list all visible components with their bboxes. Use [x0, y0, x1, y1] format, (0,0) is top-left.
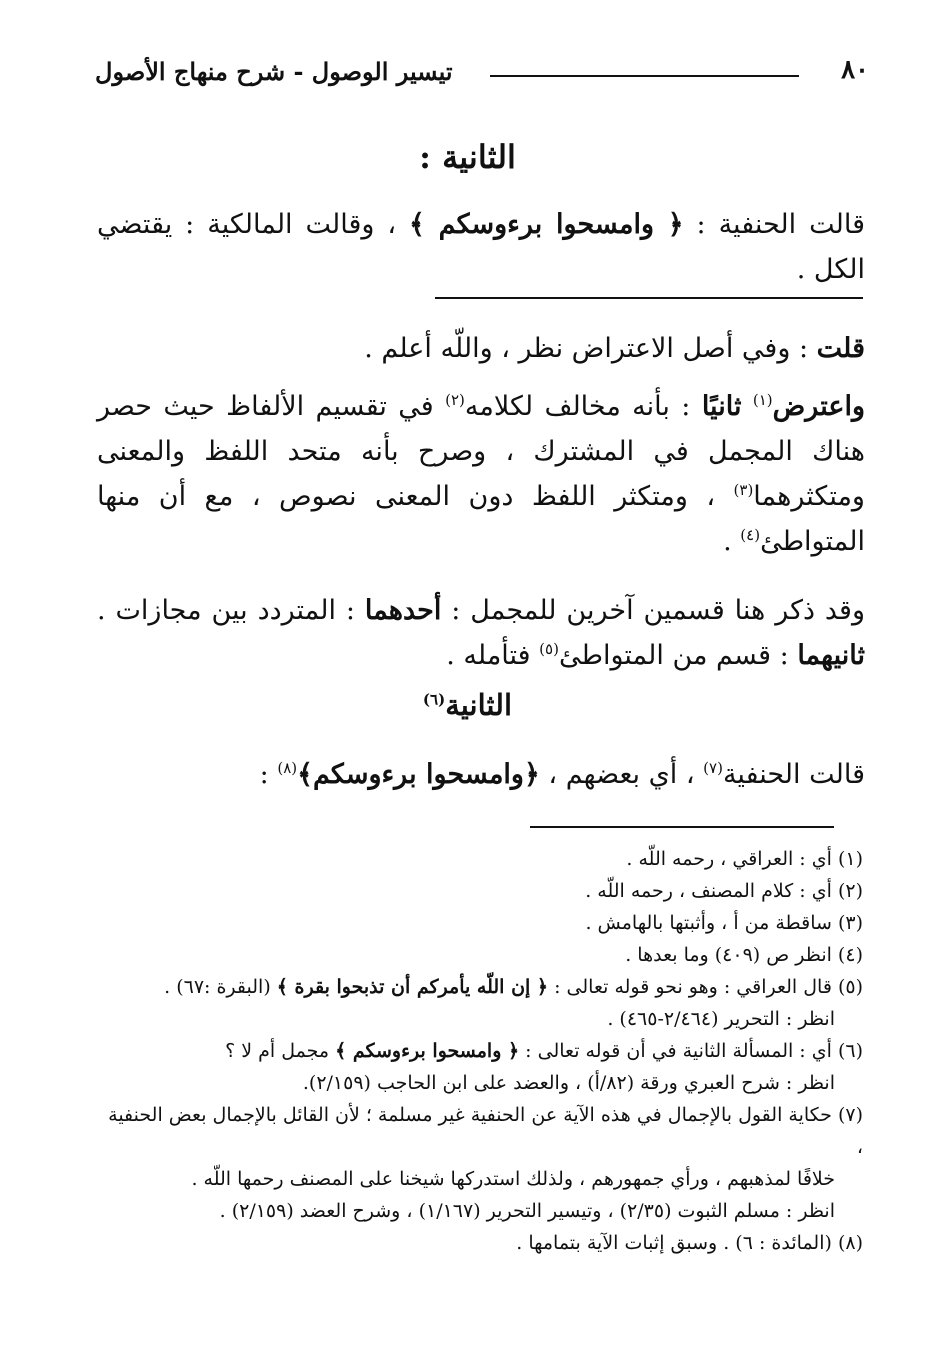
header-rule [490, 75, 799, 77]
footnote-ref: (١) [752, 391, 773, 409]
text-run: ، ومتكثر اللفظ دون المعنى نصوص ، مع أن منها المتواطئ [97, 481, 865, 557]
footnote-5 [100, 971, 863, 1003]
text-run: فتأمله . [446, 640, 531, 671]
lead-word: قلت [816, 333, 865, 364]
text-run: . [723, 526, 732, 557]
heading-text: الثانية [445, 688, 513, 722]
quran-verse: ﴿وامسحوا برءوسكم﴾ [297, 759, 540, 790]
paragraph-hanafi-maliki [97, 202, 865, 292]
quran-verse: ﴿ وامسحوا برءوسكم ﴾ [335, 1040, 520, 1062]
text-run: : بأنه مخالف لكلامه [464, 391, 691, 422]
running-header [95, 55, 869, 95]
quran-verse: ﴿ إن اللّه يأمركم أن تذبحوا بقرة ﴾ [276, 976, 549, 998]
paragraph-hanafi-some [97, 752, 865, 797]
lead-word: ثانيهما [797, 640, 865, 671]
text-run: : [259, 759, 269, 790]
footnote-ref: (٥) [539, 640, 559, 658]
book-title: تيسير الوصول - شرح منهاج الأصول [95, 57, 453, 86]
footnote-separator [530, 826, 834, 828]
section-heading-2 [0, 688, 935, 722]
paragraph-objection [97, 384, 865, 564]
text-run: مجمل أم لا ؟ [225, 1040, 330, 1062]
footnote-ref: (٤) [740, 526, 761, 544]
section-heading: الثانية : [419, 138, 516, 176]
footnote-6-ref: انظر : شرح العبري ورقة (٨٢/أ) ، والعضد على ابن الحاجب (٢/١٥٩). [302, 1072, 835, 1094]
text-run: قالت الحنفية [722, 759, 865, 790]
text-run: وقد ذكر هنا قسمين آخرين للمجمل : [451, 595, 865, 626]
footnote-7: (٧) حكاية القول بالإجمال في هذه الآية عن الحنفية غير مسلمة ؛ لأن القائل بالإجمال بعض الحنفية ، [108, 1104, 863, 1158]
footnote-2: (٢) أي : كلام المصنف ، رحمه اللّه . [585, 880, 863, 902]
footnote-4: (٤) انظر ص (٤٠٩) وما بعدها . [625, 944, 863, 966]
footnote-ref: (٣) [733, 481, 754, 499]
footnote-3: (٣) ساقطة من أ ، وأثبتها بالهامش . [585, 912, 863, 934]
paragraph-qultu [97, 326, 865, 371]
lead-word: أحدهما [364, 595, 442, 626]
section-divider [435, 297, 863, 299]
text-run: قالت الحنفية : [696, 209, 865, 240]
footnote-ref: (٦) [422, 690, 446, 709]
lead-word: واعترض [772, 391, 865, 422]
footnote-8: (٨) (المائدة : ٦) . وسبق إثبات الآية بتمامها . [516, 1232, 863, 1254]
footnote-1: (١) أي : العراقي ، رحمه اللّه . [626, 848, 863, 870]
footnote-7-cont: خلافًا لمذهبهم ، ورأي جمهورهم ، ولذلك استدركها شيخنا على المصنف رحمها اللّه . [191, 1168, 835, 1190]
text-run: (٦) أي : المسألة الثانية في أن قوله تعالى : [525, 1040, 863, 1062]
lead-word: ثانيًا [701, 391, 742, 422]
text-run: : المتردد بين مجازات . [97, 595, 355, 626]
footnote-5-ref: انظر : التحرير (٢/٤٦٤-٤٦٥) . [607, 1008, 835, 1030]
page-number: ٨٠ [841, 55, 869, 85]
text-run: (٥) قال العراقي : وهو نحو قوله تعالى : [554, 976, 863, 998]
text-run: ، وقالت المالكية : يقتضي الكل . [97, 209, 865, 285]
quran-verse: ﴿ وامسحوا برءوسكم ﴾ [409, 209, 684, 240]
text-run: : قسم من المتواطئ [558, 640, 789, 671]
footnote-6 [100, 1035, 863, 1067]
paragraph-two-types [97, 588, 865, 678]
text-run: : وفي أصل الاعتراض نظر ، واللّه أعلم . [364, 333, 809, 364]
text-run: ، أي بعضهم ، [548, 759, 695, 790]
footnotes [100, 843, 863, 1259]
text-run: في تقسيم الألفاظ حيث حصر هناك المجمل في المشترك ، وصرح بأنه متحد اللفظ والمعنى ومتكثرهما [97, 391, 865, 512]
footnote-ref: (٢) [445, 391, 465, 409]
text-run: (البقرة :٦٧) . [164, 976, 271, 998]
footnote-ref: (٨) [277, 759, 298, 777]
footnote-7-ref: انظر : مسلم الثبوت (٢/٣٥) ، وتيسير التحرير (١/١٦٧) ، وشرح العضد (٢/١٥٩) . [219, 1200, 835, 1222]
footnote-ref: (٧) [703, 759, 723, 777]
